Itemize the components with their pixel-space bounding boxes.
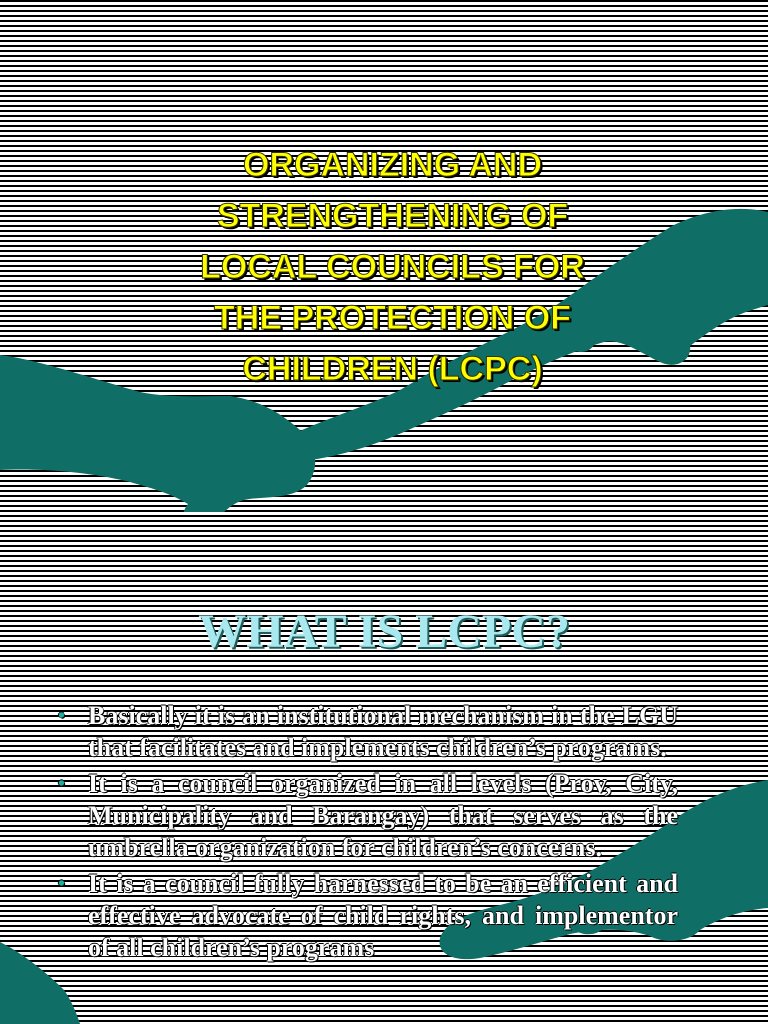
list-item xyxy=(58,700,678,764)
bullet-text: Basically it is an institutional mechanism in the LGU that facilitates and implements children’s programs. xyxy=(88,701,678,762)
bullet-icon: • xyxy=(58,873,66,895)
title-line: STRENGTHENING OF xyxy=(216,197,569,235)
slide-title: WHAT IS LCPC? xyxy=(198,605,570,658)
title-line: ORGANIZING AND xyxy=(242,146,543,184)
list-item xyxy=(58,868,678,964)
title-line: LOCAL COUNCILS FOR xyxy=(200,248,585,286)
title-line: CHILDREN (LCPC) xyxy=(242,350,543,388)
slide-title xyxy=(140,140,645,395)
bullet-text: It is a council fully harnessed to be an efficient and effective advocate of child rights, and implementor of all children’s programs xyxy=(88,869,678,962)
title-line: THE PROTECTION OF xyxy=(214,299,571,337)
bullet-icon: • xyxy=(58,705,66,727)
list-item xyxy=(58,768,678,864)
slide-2 xyxy=(0,512,768,1024)
bullet-text: It is a council organized in all levels (Prov, City, Municipality and Barangay) that serves as the umbrella organization for children’s concerns. xyxy=(88,769,678,862)
bullet-list xyxy=(58,700,678,968)
bullet-icon: • xyxy=(58,773,66,795)
